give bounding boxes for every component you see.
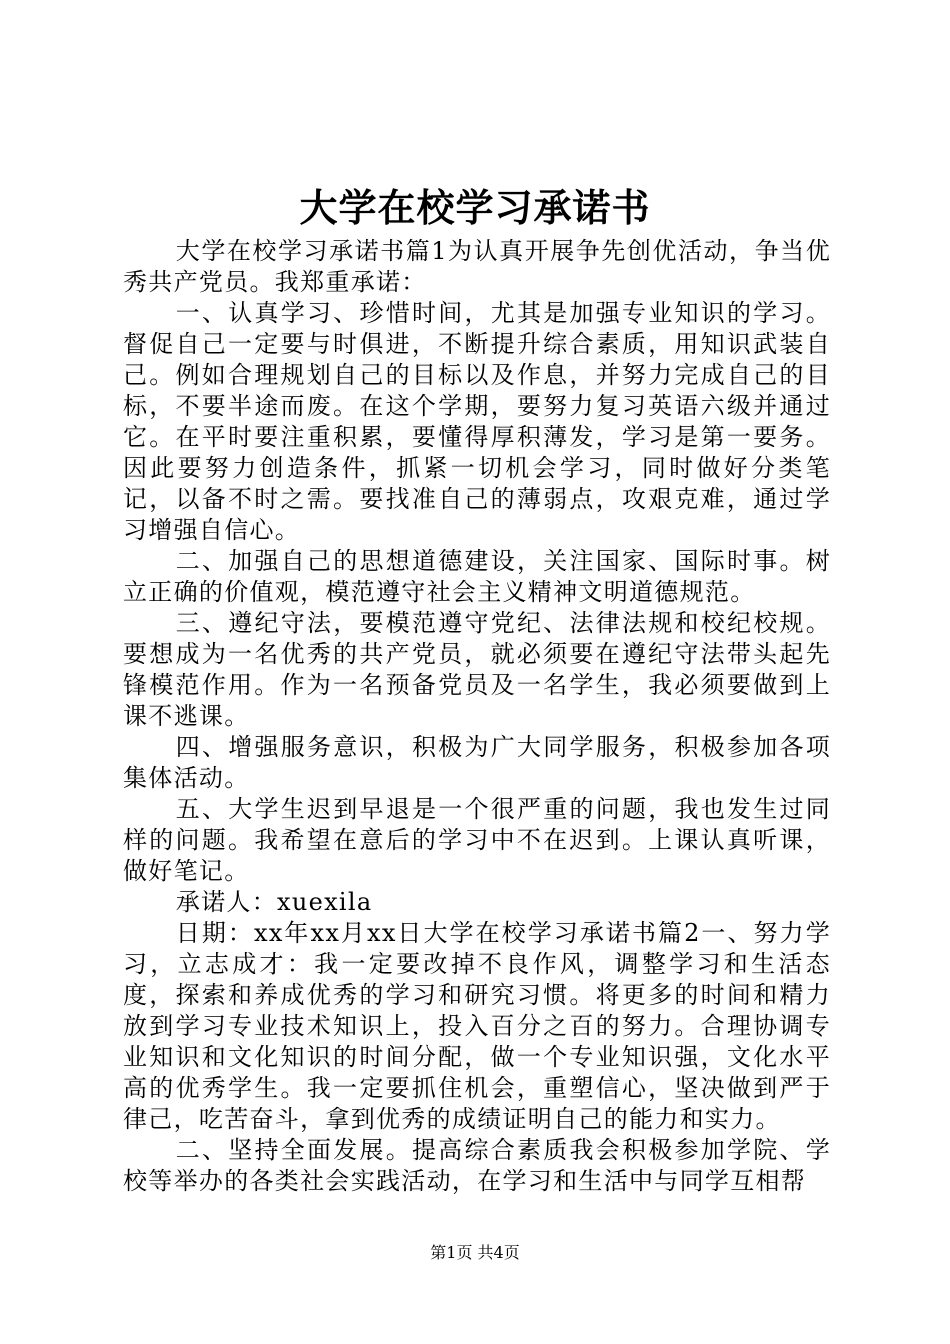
document-body: [123, 236, 831, 1197]
signatory-line: 承诺人：xuexila: [175, 888, 373, 916]
paragraph-date-part2: 日期：xx年xx月xx日大学在校学习承诺书篇2一、努力学习，立志成才：我一定要改掉不良作风，调整学习和生活态度，探索和养成优秀的学习和研究习惯。将更多的时间和精力放到学习专业技术知识上，投入百分之百的努力。合理协调专业知识和文化知识的时间分配，做一个专业知识强，文化水平高的优秀学生。我一定要抓住机会，重塑信心，坚决做到严于律己，吃苦奋斗，拿到优秀的成绩证明自己的能力和实力。: [123, 919, 831, 1133]
document-title: 大学在校学习承诺书: [299, 185, 651, 230]
paragraph-item-1: 一、认真学习、珍惜时间，尤其是加强专业知识的学习。督促自己一定要与时俱进，不断提升综合素质，用知识武装自己。例如合理规划自己的目标以及作息，并努力完成自己的目标，不要半途而废。在这个学期，要努力复习英语六级并通过它。在平时要注重积累，要懂得厚积薄发，学习是第一要务。因此要努力创造条件，抓紧一切机会学习，同时做好分类笔记，以备不时之需。要找准自己的薄弱点，攻艰克难，通过学习增强自信心。: [123, 299, 831, 544]
paragraph-item-2: 二、加强自己的思想道德建设，关注国家、国际时事。树立正确的价值观，模范遵守社会主义精神文明道德规范。: [123, 547, 831, 606]
paragraph-part2-item-2: 二、坚持全面发展。提高综合素质我会积极参加学院、学校等举办的各类社会实践活动，在学习和生活中与同学互相帮: [123, 1136, 831, 1195]
paragraph-item-5: 五、大学生迟到早退是一个很严重的问题，我也发生过同样的问题。我希望在意后的学习中不在迟到。上课认真听课，做好笔记。: [123, 795, 831, 885]
paragraph-item-4: 四、增强服务意识，积极为广大同学服务，积极参加各项集体活动。: [123, 733, 831, 792]
paragraph-intro: 大学在校学习承诺书篇1为认真开展争先创优活动，争当优秀共产党员。我郑重承诺：: [123, 237, 831, 296]
paragraph-item-3: 三、遵纪守法，要模范遵守党纪、法律法规和校纪校规。要想成为一名优秀的共产党员，就必须要在遵纪守法带头起先锋模范作用。作为一名预备党员及一名学生，我必须要做到上课不逃课。: [123, 609, 831, 730]
page-footer: 第1页 共4页: [430, 1243, 520, 1262]
